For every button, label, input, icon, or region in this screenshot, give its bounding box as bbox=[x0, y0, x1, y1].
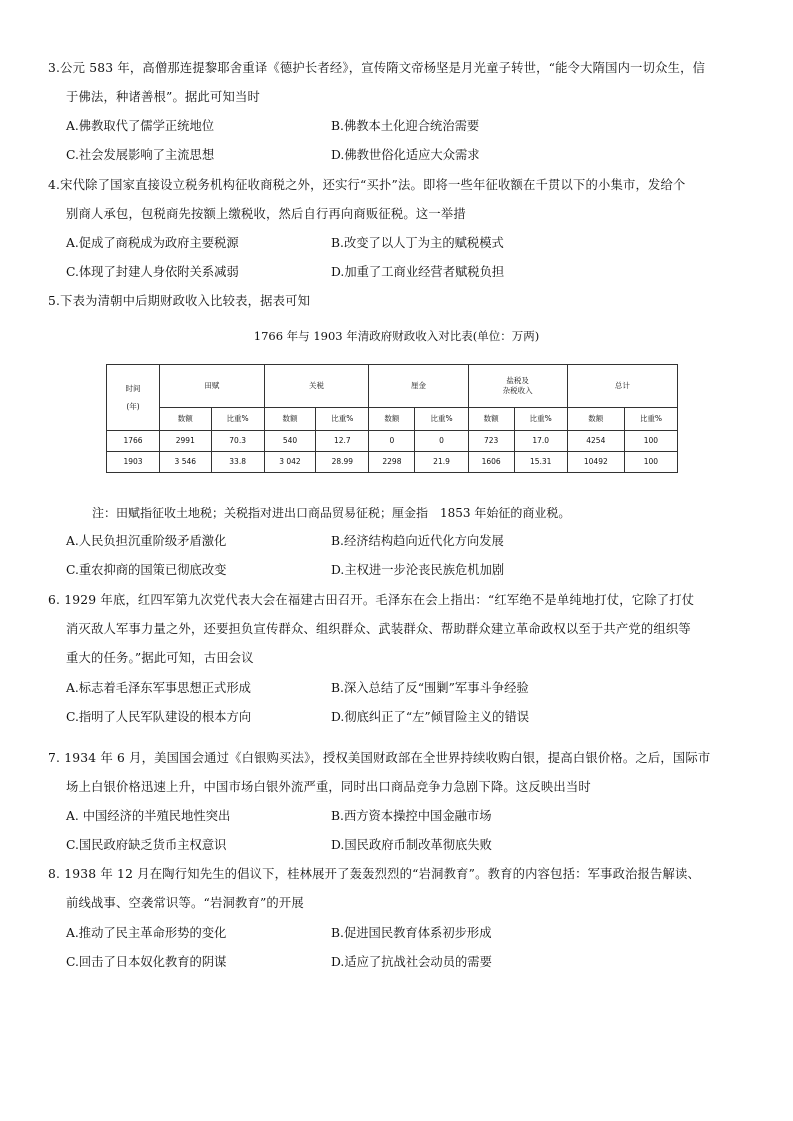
q3-stem-line1: 3.公元 583 年，高僧那连提黎耶舍重译《德护长者经》，宣传隋文帝杨坚是月光童子转世，“能令大隋国内一切众生，信 bbox=[48, 61, 706, 75]
q6-stem-line1: 6. 1929 年底，红四军第九次党代表大会在福建古田召开。毛泽东在会上指出：“红军绝不是单纯地打仗，它除了打仗 bbox=[48, 593, 695, 607]
table-cell: 100 bbox=[624, 431, 677, 452]
q6-stem-line2: 消灭敌人军事力量之外，还要担负宣传群众、组织群众、武装群众、帮助群众建立革命政权以至于共产党的组织等 bbox=[66, 622, 691, 636]
q6-option-c: C.指明了人民军队建设的根本方向 bbox=[66, 710, 252, 724]
table-header-guanshui: 关税 bbox=[264, 365, 369, 408]
table-header-tianfu: 田赋 bbox=[160, 365, 265, 408]
table-cell: 3 546 bbox=[160, 452, 212, 473]
table-cell: 28.99 bbox=[316, 452, 369, 473]
sub-header-amount: 数额 bbox=[369, 408, 415, 431]
table-cell: 100 bbox=[624, 452, 677, 473]
sub-header-amount: 数额 bbox=[264, 408, 316, 431]
q8-stem-line1: 8. 1938 年 12 月在陶行知先生的倡议下，桂林展开了轰轰烈烈的“岩洞教育”。教育的内容包括：军事政治报告解读、 bbox=[48, 867, 701, 881]
sub-header-amount: 数额 bbox=[468, 408, 514, 431]
sub-header-ratio: 比重% bbox=[316, 408, 369, 431]
sub-header-ratio: 比重% bbox=[624, 408, 677, 431]
table-cell: 0 bbox=[369, 431, 415, 452]
q7-option-c: C.国民政府缺乏货币主权意识 bbox=[66, 838, 227, 852]
table-cell: 10492 bbox=[567, 452, 624, 473]
table-cell: 2991 bbox=[160, 431, 212, 452]
table-cell: 1903 bbox=[107, 452, 160, 473]
table-caption: 1766 年与 1903 年清政府财政收入对比表(单位：万两) bbox=[253, 329, 540, 343]
q4-option-b: B.改变了以人丁为主的赋税模式 bbox=[331, 236, 504, 250]
q6-option-d: D.彻底纠正了“左”倾冒险主义的错误 bbox=[331, 710, 530, 724]
table-cell: 15.31 bbox=[514, 452, 567, 473]
q8-stem-line2: 前线战事、空袭常识等。“岩洞教育”的开展 bbox=[66, 896, 304, 910]
q5-stem-line1: 5.下表为清朝中后期财政收入比较表，据表可知 bbox=[48, 294, 311, 308]
table-cell: 12.7 bbox=[316, 431, 369, 452]
table-header-yanshui bbox=[468, 365, 567, 408]
sub-header-ratio: 比重% bbox=[514, 408, 567, 431]
q4-stem-line1: 4.宋代除了国家直接设立税务机构征收商税之外，还实行“买扑”法。即将一些年征收额在千贯以下的小集市，发给个 bbox=[48, 178, 686, 192]
q4-option-c: C.体现了封建人身依附关系减弱 bbox=[66, 265, 239, 279]
q8-option-b: B.促进国民教育体系初步形成 bbox=[331, 926, 492, 940]
table-cell: 3 042 bbox=[264, 452, 316, 473]
table-note: 注：田赋指征收土地税；关税指对进出口商品贸易征税；厘金指 1853 年始征的商业税。 bbox=[92, 506, 571, 520]
table-cell: 21.9 bbox=[415, 452, 468, 473]
q7-option-a: A. 中国经济的半殖民地性突出 bbox=[66, 809, 231, 823]
table-cell: 33.8 bbox=[211, 452, 264, 473]
table-cell: 1766 bbox=[107, 431, 160, 452]
finance-table bbox=[106, 364, 678, 473]
table-cell: 4254 bbox=[567, 431, 624, 452]
sub-header-ratio: 比重% bbox=[415, 408, 468, 431]
header-yanshui-line2: 杂税收入 bbox=[502, 386, 533, 395]
table-cell: 540 bbox=[264, 431, 316, 452]
sub-header-ratio: 比重% bbox=[211, 408, 264, 431]
q6-stem-line3: 重大的任务。”据此可知，古田会议 bbox=[66, 651, 254, 665]
table-cell: 2298 bbox=[369, 452, 415, 473]
header-time-label: 时间 bbox=[125, 383, 141, 393]
q5-option-b: B.经济结构趋向近代化方向发展 bbox=[331, 534, 504, 548]
sub-header-amount: 数额 bbox=[160, 408, 212, 431]
q4-stem-line2: 别商人承包，包税商先按额上缴税收，然后自行再向商贩征税。这一举措 bbox=[66, 207, 466, 221]
table-cell: 0 bbox=[415, 431, 468, 452]
table-cell: 17.0 bbox=[514, 431, 567, 452]
q4-option-d: D.加重了工商业经营者赋税负担 bbox=[331, 265, 505, 279]
q4-option-a: A.促成了商税成为政府主要税源 bbox=[66, 236, 239, 250]
q8-option-a: A.推动了民主革命形势的变化 bbox=[66, 926, 227, 940]
header-year-label: (年) bbox=[126, 401, 140, 411]
q8-option-c: C.回击了日本奴化教育的阴谋 bbox=[66, 955, 227, 969]
header-yanshui-line1: 盐税及 bbox=[506, 376, 529, 385]
sub-header-amount: 数额 bbox=[567, 408, 624, 431]
table-row bbox=[107, 431, 678, 452]
table-header-lijin: 厘金 bbox=[369, 365, 468, 408]
table-header-total: 总计 bbox=[567, 365, 677, 408]
q3-option-b: B.佛教本土化迎合统治需要 bbox=[331, 119, 480, 133]
q5-option-a: A.人民负担沉重阶级矛盾激化 bbox=[66, 534, 227, 548]
q5-option-c: C.重农抑商的国策已彻底改变 bbox=[66, 563, 227, 577]
q3-option-a: A.佛教取代了儒学正统地位 bbox=[66, 119, 215, 133]
q6-option-b: B.深入总结了反“围剿”军事斗争经验 bbox=[331, 681, 529, 695]
q3-stem-line2: 于佛法，种诸善根”。据此可知当时 bbox=[66, 90, 260, 104]
q6-option-a: A.标志着毛泽东军事思想正式形成 bbox=[66, 681, 251, 695]
table-cell: 1606 bbox=[468, 452, 514, 473]
table-row bbox=[107, 452, 678, 473]
q5-option-d: D.主权进一步沦丧民族危机加剧 bbox=[331, 563, 505, 577]
q8-option-d: D.适应了抗战社会动员的需要 bbox=[331, 955, 492, 969]
q7-stem-line1: 7. 1934 年 6 月，美国国会通过《白银购买法》，授权美国财政部在全世界持续收购白银，提高白银价格。之后，国际市 bbox=[48, 751, 711, 765]
q7-option-d: D.国民政府币制改革彻底失败 bbox=[331, 838, 492, 852]
q7-stem-line2: 场上白银价格迅速上升，中国市场白银外流严重，同时出口商品竞争力急剧下降。这反映出当时 bbox=[66, 780, 591, 794]
table-cell: 70.3 bbox=[211, 431, 264, 452]
q7-option-b: B.西方资本操控中国金融市场 bbox=[331, 809, 492, 823]
q3-option-d: D.佛教世俗化适应大众需求 bbox=[331, 148, 480, 162]
table-cell: 723 bbox=[468, 431, 514, 452]
table-header-time bbox=[107, 365, 160, 431]
q3-option-c: C.社会发展影响了主流思想 bbox=[66, 148, 215, 162]
